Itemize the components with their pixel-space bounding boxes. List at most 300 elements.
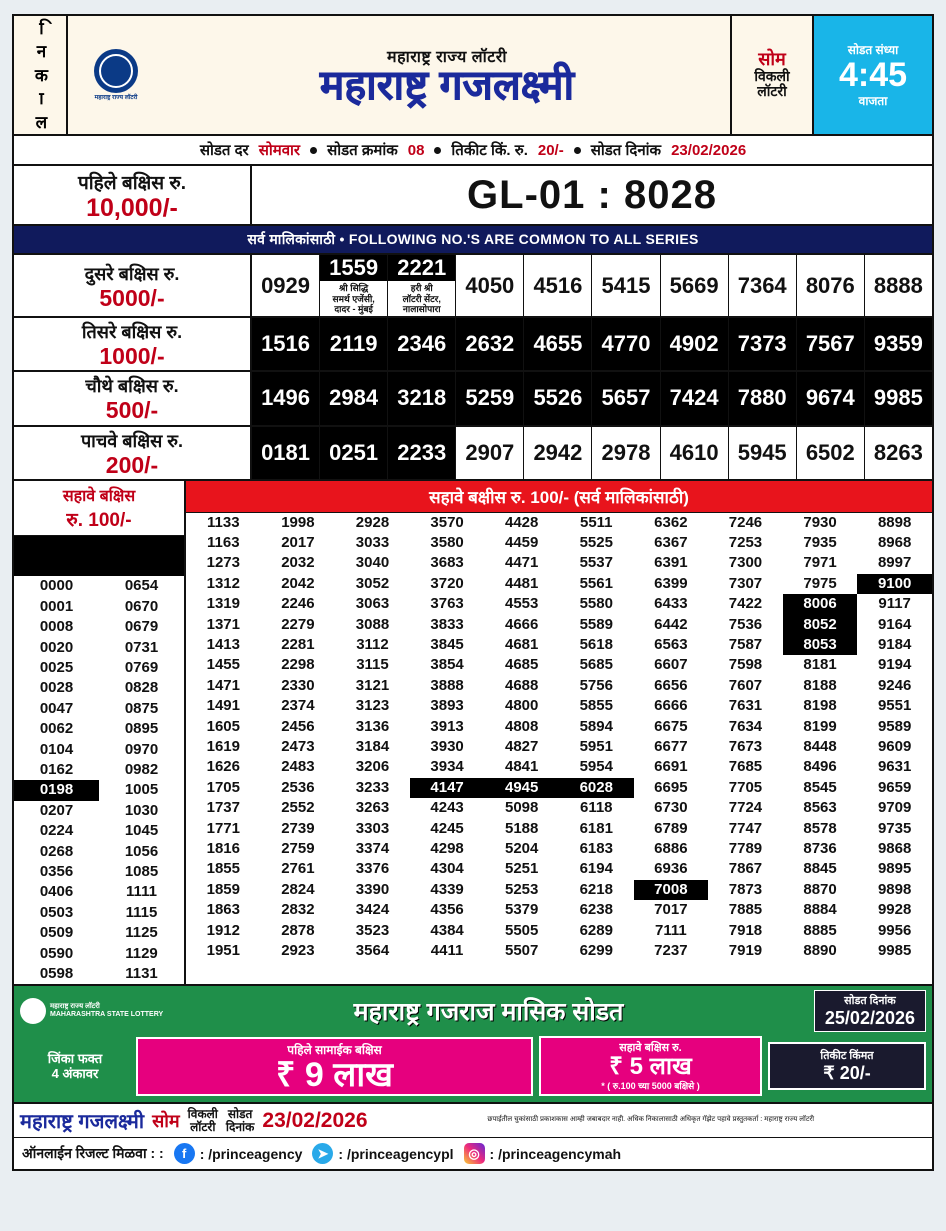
sixth-number-cell: 9659 xyxy=(857,778,932,798)
promo-first-prize-word: लाख xyxy=(333,1055,393,1094)
promo-zinka xyxy=(20,1051,130,1082)
sixth-number-cell: 4411 xyxy=(410,941,485,961)
footer-weekly xyxy=(188,1108,218,1134)
prize-label-cell xyxy=(14,318,252,370)
sixth-number-cell: 7724 xyxy=(708,798,783,818)
sixth-number-cell: 1129 xyxy=(99,944,184,964)
prize-number-cell: 2984 xyxy=(320,372,388,424)
sixth-number-cell: 8545 xyxy=(783,778,858,798)
sixth-number-cell: 4339 xyxy=(410,880,485,900)
sixth-number-cell: 4384 xyxy=(410,921,485,941)
sixth-number-cell: 2761 xyxy=(261,859,336,879)
sixth-number-cell: 3570 xyxy=(410,513,485,533)
sixth-number-cell: 5188 xyxy=(484,819,559,839)
sixth-side-number-grid xyxy=(14,536,184,985)
sixth-number-cell: 3913 xyxy=(410,717,485,737)
sixth-number-cell: 0356 xyxy=(14,862,99,882)
sixth-number-cell: 7673 xyxy=(708,737,783,757)
promo-bottom-row xyxy=(20,1036,926,1096)
sixth-number-cell: 9898 xyxy=(857,880,932,900)
sixth-number-cell: 4827 xyxy=(484,737,559,757)
sixth-number-cell: 5894 xyxy=(559,717,634,737)
social-telegram[interactable] xyxy=(312,1143,453,1164)
sixth-number-cell: 2552 xyxy=(261,798,336,818)
sixth-number-cell: 1273 xyxy=(186,553,261,573)
sixth-number-cell: 7237 xyxy=(634,941,709,961)
prize-number-cell: 4050 xyxy=(456,255,524,316)
promo-date-label: सोडत दिनांक xyxy=(844,995,896,1008)
telegram-icon[interactable]: ➤ xyxy=(312,1143,333,1164)
sixth-number-cell: 4841 xyxy=(484,757,559,777)
sixth-number-cell: 9117 xyxy=(857,594,932,614)
sixth-number-cell: 0828 xyxy=(99,678,184,698)
draw-date-label: सोडत दिनांक xyxy=(590,142,662,159)
instagram-handle[interactable]: : /princeagencymah xyxy=(489,1145,622,1162)
promo-date-value: 25/02/2026 xyxy=(824,1008,915,1029)
prize-label: चौथे बक्षिस रु. xyxy=(85,376,179,397)
sixth-number-cell: 9589 xyxy=(857,717,932,737)
sixth-number-cell: 0670 xyxy=(99,597,184,617)
sixth-number-cell: 8884 xyxy=(783,900,858,920)
sixth-number-cell: 1115 xyxy=(99,903,184,923)
spacer-cell xyxy=(14,536,99,556)
sixth-number-cell: 2374 xyxy=(261,696,336,716)
prize-number-cell: 2346 xyxy=(388,318,456,370)
sixth-number-cell: 1030 xyxy=(99,801,184,821)
sixth-number-cell: 0268 xyxy=(14,842,99,862)
sixth-number-cell: 5204 xyxy=(484,839,559,859)
first-prize-row xyxy=(14,166,932,226)
sixth-number-cell: 4459 xyxy=(484,533,559,553)
prize-number-cell: 5669 xyxy=(661,255,729,316)
draw-no-value: 08 xyxy=(407,141,425,159)
sixth-number-cell: 0731 xyxy=(99,638,184,658)
prize-number-cell: 9359 xyxy=(865,318,932,370)
sixth-number-cell: 6730 xyxy=(634,798,709,818)
sixth-number-cell: 6183 xyxy=(559,839,634,859)
sixth-number-cell: 3720 xyxy=(410,574,485,594)
weekly-label-1: विकली xyxy=(754,68,790,85)
footer-date-label-line1: सोडत xyxy=(227,1106,253,1121)
social-instagram[interactable] xyxy=(464,1143,622,1164)
sixth-number-cell: 5525 xyxy=(559,533,634,553)
prize-number-cell: 8888 xyxy=(873,272,923,298)
sixth-number-cell: 1111 xyxy=(99,882,184,902)
sixth-number-cell: 9184 xyxy=(857,635,932,655)
sixth-number-cell: 1455 xyxy=(186,655,261,675)
spacer-cell xyxy=(99,536,184,556)
sixth-number-cell: 2281 xyxy=(261,635,336,655)
sixth-number-cell: 8181 xyxy=(783,655,858,675)
prize-number-cell: 3218 xyxy=(388,372,456,424)
sixth-number-cell: 6886 xyxy=(634,839,709,859)
prize-numbers xyxy=(252,427,932,479)
facebook-handle[interactable]: : /princeagency xyxy=(199,1145,303,1162)
sixth-number-cell: 3040 xyxy=(335,553,410,573)
sixth-number-cell: 1863 xyxy=(186,900,261,920)
sixth-prize-side xyxy=(14,481,186,985)
sixth-number-cell: 1998 xyxy=(261,513,336,533)
sixth-side-column xyxy=(14,536,99,985)
sixth-number-cell: 1816 xyxy=(186,839,261,859)
prize-number-cell: 4610 xyxy=(661,427,729,479)
sixth-number-cell: 6194 xyxy=(559,859,634,879)
prize-number-cell: 1516 xyxy=(252,318,320,370)
prize-number-cell: 7373 xyxy=(729,318,797,370)
sixth-number-cell: 4147 xyxy=(410,778,485,798)
footer-row-2 xyxy=(14,1138,932,1169)
sixth-number-cell: 1085 xyxy=(99,862,184,882)
footer-date: 23/02/2026 xyxy=(262,1108,368,1132)
weekly-label-2: लॉटरी xyxy=(757,83,787,100)
prize-number-cell: 2233 xyxy=(388,427,456,479)
sixth-number-cell: 4666 xyxy=(484,615,559,635)
sixth-number-cell: 3390 xyxy=(335,880,410,900)
sixth-number-cell: 1045 xyxy=(99,821,184,841)
sixth-number-cell: 6442 xyxy=(634,615,709,635)
sixth-number-cell: 2298 xyxy=(261,655,336,675)
sixth-number-cell: 6563 xyxy=(634,635,709,655)
promo-second-prize xyxy=(539,1036,762,1096)
sixth-number-cell: 7631 xyxy=(708,696,783,716)
header-subtitle: महाराष्ट्र राज्य लॉटरी xyxy=(387,48,507,66)
sixth-number-cell: 2456 xyxy=(261,717,336,737)
sixth-number-cell: 5511 xyxy=(559,513,634,533)
prize-number-cell: 9985 xyxy=(865,372,932,424)
sixth-number-cell: 3121 xyxy=(335,676,410,696)
sixth-number-cell: 8997 xyxy=(857,553,932,573)
prize-rows xyxy=(14,255,932,480)
sixth-main-column xyxy=(634,513,709,962)
sixth-number-cell: 5618 xyxy=(559,635,634,655)
sixth-number-cell: 7017 xyxy=(634,900,709,920)
prize-number-cell: 7424 xyxy=(661,372,729,424)
sixth-number-cell: 0020 xyxy=(14,638,99,658)
sixth-number-cell: 3424 xyxy=(335,900,410,920)
sixth-number-cell: 5253 xyxy=(484,880,559,900)
sixth-number-cell: 1705 xyxy=(186,778,261,798)
prize-label-cell xyxy=(14,372,252,424)
sixth-number-cell: 0679 xyxy=(99,617,184,637)
sixth-number-cell: 5954 xyxy=(559,757,634,777)
sixth-number-cell: 3303 xyxy=(335,819,410,839)
sixth-number-cell: 0198 xyxy=(14,780,99,800)
sixth-prize-main xyxy=(186,481,932,985)
sixth-number-cell: 4481 xyxy=(484,574,559,594)
sixth-number-cell: 3930 xyxy=(410,737,485,757)
sixth-number-cell: 0025 xyxy=(14,658,99,678)
sixth-number-cell: 3123 xyxy=(335,696,410,716)
prize-number-cell: 8263 xyxy=(873,439,923,465)
ticket-price-label: तिकीट किं. रु. xyxy=(451,142,528,159)
sixth-number-cell: 4800 xyxy=(484,696,559,716)
sixth-number-cell: 8968 xyxy=(857,533,932,553)
sixth-number-cell: 9609 xyxy=(857,737,932,757)
draw-no-label: सोडत क्रमांक xyxy=(327,142,398,159)
promo-logo-line2: MAHARASHTRA STATE LOTTERY xyxy=(50,1011,164,1019)
sixth-number-cell: 1471 xyxy=(186,676,261,696)
promo-rupee-symbol: ₹ xyxy=(276,1055,296,1094)
sixth-number-cell: 0162 xyxy=(14,760,99,780)
sixth-number-cell: 0104 xyxy=(14,740,99,760)
prize-number-cell: 0181 xyxy=(252,427,320,479)
footer-date-label-line2: दिनांक xyxy=(225,1119,255,1134)
prize-number-cell: 5945 xyxy=(729,427,797,479)
prize-number-cell xyxy=(388,255,456,316)
draw-info-strip xyxy=(14,136,932,166)
sixth-number-cell: 6028 xyxy=(559,778,634,798)
sixth-number-cell: 6677 xyxy=(634,737,709,757)
online-result-label: ऑनलाईन रिजल्ट मिळवा : : xyxy=(22,1145,164,1162)
sixth-number-cell: 3374 xyxy=(335,839,410,859)
sixth-number-cell: 1312 xyxy=(186,574,261,594)
sixth-number-cell: 7253 xyxy=(708,533,783,553)
sixth-number-cell: 5251 xyxy=(484,859,559,879)
sixth-number-cell: 7598 xyxy=(708,655,783,675)
sixth-number-cell: 6433 xyxy=(634,594,709,614)
social-facebook[interactable] xyxy=(174,1143,303,1164)
sixth-number-cell: 8198 xyxy=(783,696,858,716)
prize-amount: 1000/- xyxy=(99,343,165,370)
prize-number-cell: 7880 xyxy=(729,372,797,424)
prize-number-cell: 9674 xyxy=(797,372,865,424)
sixth-number-cell: 3063 xyxy=(335,594,410,614)
sixth-number-cell: 8845 xyxy=(783,859,858,879)
sixth-number-cell: 8898 xyxy=(857,513,932,533)
separator-dot-icon xyxy=(310,147,317,154)
first-prize-label-cell xyxy=(14,166,252,224)
sixth-number-cell: 6936 xyxy=(634,859,709,879)
sixth-number-cell: 1859 xyxy=(186,880,261,900)
sixth-number-cell: 1605 xyxy=(186,717,261,737)
draw-time-block xyxy=(812,16,932,134)
sixth-number-cell: 3934 xyxy=(410,757,485,777)
sixth-number-cell: 5589 xyxy=(559,615,634,635)
sixth-number-cell: 6691 xyxy=(634,757,709,777)
sixth-number-cell: 2246 xyxy=(261,594,336,614)
sixth-number-cell: 9194 xyxy=(857,655,932,675)
sixth-number-cell: 5855 xyxy=(559,696,634,716)
footer-day: सोम xyxy=(152,1110,180,1131)
promo-first-prize-label: पहिले सामाईक बक्षिस xyxy=(287,1042,382,1057)
sixth-number-cell: 7008 xyxy=(634,880,709,900)
telegram-handle[interactable]: : /princeagencypl xyxy=(338,1145,454,1162)
prize-number-cell: 5415 xyxy=(592,255,660,316)
promo-first-prize-amount: 9 xyxy=(304,1055,324,1094)
sixth-number-cell: 7789 xyxy=(708,839,783,859)
sixth-number-cell: 5580 xyxy=(559,594,634,614)
first-prize-number: GL-01 : 8028 xyxy=(467,172,717,217)
agency-ad-text: हरी श्री लॉटरी सेंटर, नालासोपारा xyxy=(402,283,441,314)
sixth-number-cell: 1133 xyxy=(186,513,261,533)
sixth-number-cell: 4553 xyxy=(484,594,559,614)
sixth-number-cell: 9928 xyxy=(857,900,932,920)
sixth-prize-side-label: सहावे बक्षिस xyxy=(62,487,136,505)
sixth-number-cell: 0008 xyxy=(14,617,99,637)
prize-number-cell: 2942 xyxy=(524,427,592,479)
sixth-number-cell: 0028 xyxy=(14,678,99,698)
promo-title: महाराष्ट्र गजराज मासिक सोडत xyxy=(353,998,624,1027)
result-card xyxy=(12,14,934,1171)
prize-label: तिसरे बक्षिस रु. xyxy=(81,322,183,343)
sixth-number-cell: 7300 xyxy=(708,553,783,573)
separator-dot-icon xyxy=(434,147,441,154)
prize-numbers xyxy=(252,372,932,424)
sixth-number-cell: 5098 xyxy=(484,798,559,818)
sixth-prize-side-caption xyxy=(14,481,184,536)
sixth-number-cell: 7111 xyxy=(634,921,709,941)
sixth-number-cell: 7685 xyxy=(708,757,783,777)
sixth-number-cell: 5756 xyxy=(559,676,634,696)
prize-row xyxy=(14,372,932,426)
sixth-number-cell: 5379 xyxy=(484,900,559,920)
promo-emblem-icon xyxy=(20,998,46,1024)
prize-number-cell: 6502 xyxy=(797,427,865,479)
prize-number-cell: 7567 xyxy=(797,318,865,370)
prize-label-cell xyxy=(14,427,252,479)
sixth-number-cell: 8052 xyxy=(783,615,858,635)
sixth-number-cell: 3115 xyxy=(335,655,410,675)
draw-day: सोम xyxy=(758,49,786,70)
sixth-number-cell: 3763 xyxy=(410,594,485,614)
sixth-number-cell: 3233 xyxy=(335,778,410,798)
sixth-number-cell: 6289 xyxy=(559,921,634,941)
sixth-number-cell: 1737 xyxy=(186,798,261,818)
sixth-number-cell: 1413 xyxy=(186,635,261,655)
prize-row xyxy=(14,318,932,372)
sixth-number-cell: 4471 xyxy=(484,553,559,573)
prize-number-cell: 4516 xyxy=(524,255,592,316)
sixth-number-cell: 5505 xyxy=(484,921,559,941)
spacer-cell xyxy=(14,556,99,576)
prize-number: 2221 xyxy=(388,255,455,281)
prize-number-cell: 0251 xyxy=(320,427,388,479)
sixth-number-cell: 6789 xyxy=(634,819,709,839)
sixth-number-cell: 8563 xyxy=(783,798,858,818)
instagram-icon[interactable]: ◎ xyxy=(464,1143,485,1164)
sixth-prize-side-amount: रु. 100/- xyxy=(66,509,132,531)
footer-date-label xyxy=(226,1108,254,1134)
sixth-number-cell: 0000 xyxy=(14,576,99,596)
promo-logo xyxy=(20,998,163,1024)
sixth-number-cell: 8053 xyxy=(783,635,858,655)
sixth-number-cell: 6656 xyxy=(634,676,709,696)
gajraj-promo xyxy=(14,986,932,1104)
sixth-number-cell: 1056 xyxy=(99,842,184,862)
sixth-number-cell: 5537 xyxy=(559,553,634,573)
sixth-number-cell: 6607 xyxy=(634,655,709,675)
sixth-number-cell: 9985 xyxy=(857,941,932,961)
sixth-number-cell: 1951 xyxy=(186,941,261,961)
footer-disclaimer: छपाईतील चुकांसाठी प्रकाशकास आम्ही जबाबदार नाही. अधिक निकालासाठी अधिकृत गॅझेट पहावे प्रस्तुतकर्ता : महाराष्ट्र राज्य लॉटरी xyxy=(487,1116,815,1124)
sixth-number-cell: 8006 xyxy=(783,594,858,614)
sixth-number-cell: 7587 xyxy=(708,635,783,655)
sixth-number-cell: 2739 xyxy=(261,819,336,839)
prize-number-cell: 5259 xyxy=(456,372,524,424)
sixth-number-cell: 7246 xyxy=(708,513,783,533)
sixth-main-column xyxy=(857,513,932,962)
prize-label: पाचवे बक्षिस रु. xyxy=(80,430,184,451)
sixth-number-cell: 0970 xyxy=(99,740,184,760)
facebook-icon[interactable]: f xyxy=(174,1143,195,1164)
sixth-number-cell: 1626 xyxy=(186,757,261,777)
sixth-number-cell: 7705 xyxy=(708,778,783,798)
sixth-number-cell: 4304 xyxy=(410,859,485,879)
nikal-label: निकाल xyxy=(30,16,50,134)
sixth-number-cell: 2832 xyxy=(261,900,336,920)
prize-number-cell: 2632 xyxy=(456,318,524,370)
sixth-main-number-grid xyxy=(186,513,932,962)
sixth-number-cell: 0406 xyxy=(14,882,99,902)
sixth-number-cell: 3580 xyxy=(410,533,485,553)
sixth-number-cell: 3845 xyxy=(410,635,485,655)
sixth-number-cell: 1005 xyxy=(99,780,184,800)
sixth-number-cell: 9868 xyxy=(857,839,932,859)
sixth-number-cell: 2878 xyxy=(261,921,336,941)
prize-number-cell: 4655 xyxy=(524,318,592,370)
sixth-number-cell: 1855 xyxy=(186,859,261,879)
draw-day-block xyxy=(730,16,812,134)
sixth-number-cell: 0062 xyxy=(14,719,99,739)
sixth-number-cell: 2042 xyxy=(261,574,336,594)
promo-second-prize-note: * ( रु.100 च्या 5000 बक्षिसे ) xyxy=(601,1081,700,1092)
sixth-number-cell: 1771 xyxy=(186,819,261,839)
sixth-number-cell: 4685 xyxy=(484,655,559,675)
prize-number-cell: 2119 xyxy=(320,318,388,370)
sixth-main-column xyxy=(410,513,485,962)
promo-top-row xyxy=(20,990,926,1032)
sixth-number-cell: 4428 xyxy=(484,513,559,533)
sixth-number-cell: 7919 xyxy=(708,941,783,961)
prize-number: 1559 xyxy=(320,255,387,281)
promo-second-prize-label: सहावे बक्षिस रु. xyxy=(619,1042,682,1055)
promo-ticket-value: ₹ 20/- xyxy=(823,1063,871,1084)
prize-number-cell: 2907 xyxy=(456,427,524,479)
prize-number-cell: 0929 xyxy=(252,255,320,316)
sixth-number-cell: 8736 xyxy=(783,839,858,859)
sixth-number-cell: 7867 xyxy=(708,859,783,879)
sixth-number-cell: 0769 xyxy=(99,658,184,678)
rate-value: सोमवार xyxy=(258,142,301,159)
sixth-number-cell: 9895 xyxy=(857,859,932,879)
sixth-number-cell: 1912 xyxy=(186,921,261,941)
prize-row xyxy=(14,427,932,481)
promo-zinka-line1: जिंका फक्त xyxy=(47,1050,103,1066)
sixth-number-cell: 1491 xyxy=(186,696,261,716)
sixth-number-cell: 4298 xyxy=(410,839,485,859)
prize-number-cell: 4902 xyxy=(661,318,729,370)
sixth-number-cell: 8448 xyxy=(783,737,858,757)
promo-ticket-price xyxy=(768,1042,926,1090)
footer-weekly-line1: विकली xyxy=(187,1106,218,1121)
nikal-strip xyxy=(14,16,68,134)
sixth-number-cell: 3833 xyxy=(410,615,485,635)
sixth-number-cell: 3376 xyxy=(335,859,410,879)
sixth-number-cell: 9246 xyxy=(857,676,932,696)
footer-title: महाराष्ट्र गजलक्ष्मी xyxy=(20,1111,145,1134)
sixth-number-cell: 1163 xyxy=(186,533,261,553)
rate-label: सोडत दर xyxy=(199,142,249,159)
sixth-prize-banner: सहावे बक्षीस रु. 100/- (सर्व मालिकांसाठी) xyxy=(186,481,932,513)
sixth-number-cell: 3888 xyxy=(410,676,485,696)
promo-second-prize-amount: ₹ 5 लाख xyxy=(609,1053,692,1081)
sixth-number-cell: 0598 xyxy=(14,964,99,984)
promo-first-prize xyxy=(136,1037,533,1096)
sixth-number-cell: 2017 xyxy=(261,533,336,553)
sixth-number-cell: 4356 xyxy=(410,900,485,920)
sixth-number-cell: 2279 xyxy=(261,615,336,635)
prize-number-cell: 8076 xyxy=(797,255,865,316)
